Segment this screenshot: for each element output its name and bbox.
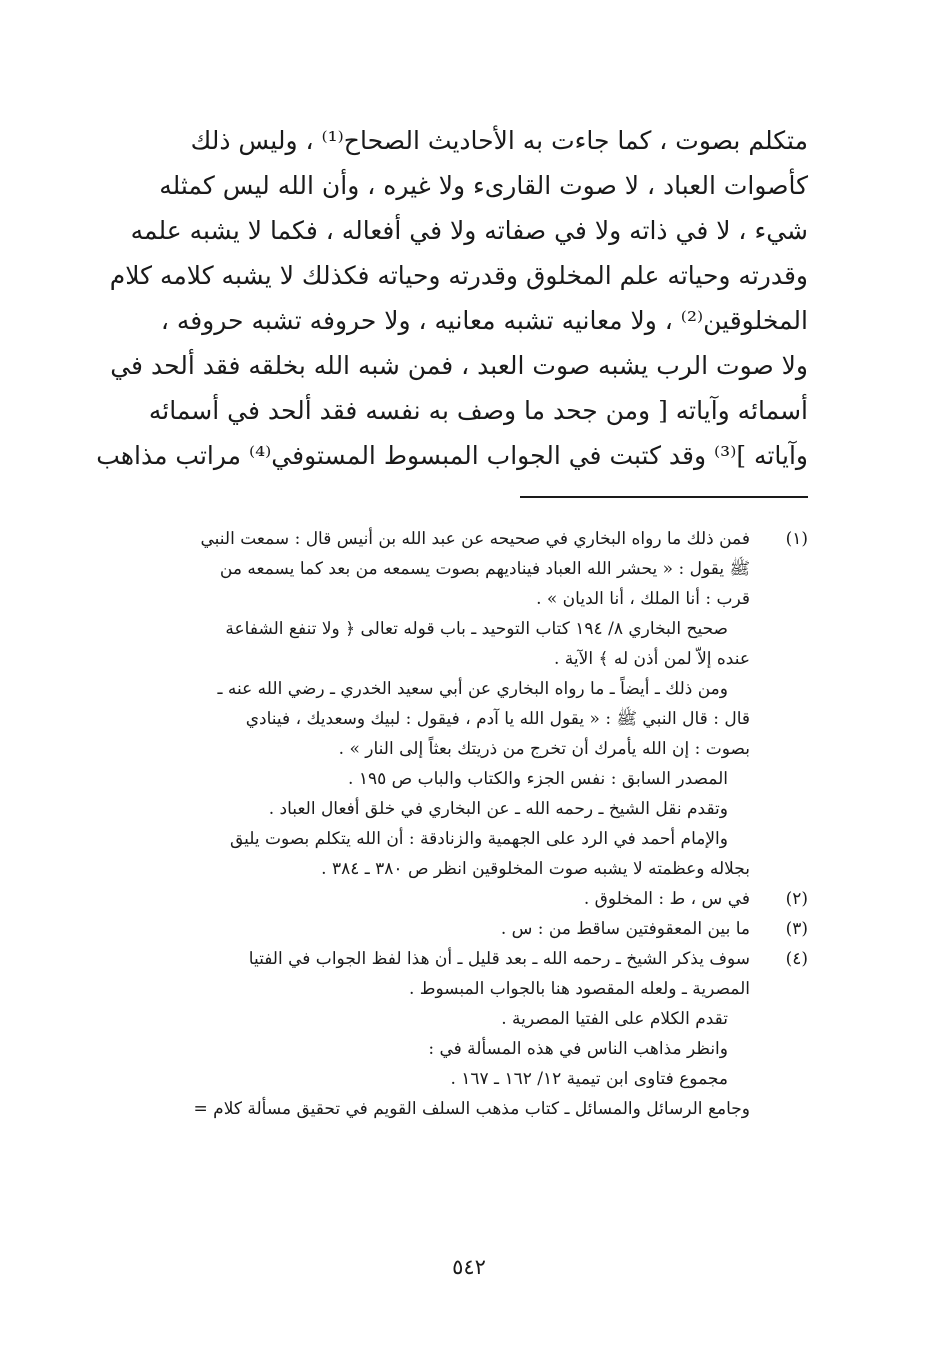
footnote-2 (90, 884, 808, 914)
footnote-number: (٢) (785, 889, 808, 909)
footnotes (90, 524, 808, 1124)
footnote-number: (٣) (785, 919, 808, 939)
footnote-line: وجامع الرسائل والمسائل ـ كتاب مذهب السلف القويم في تحقيق مسألة كلام = (193, 1099, 750, 1119)
footnote-line: المصدر السابق : نفس الجزء والكتاب والباب ص ١٩٥ . (348, 769, 728, 789)
footnote-line: المصرية ـ ولعله المقصود هنا بالجواب المبسوط . (408, 979, 750, 999)
body-line: وقدرته وحياته علم المخلوق وقدرته وحياته فكذلك لا يشبه كلامه كلام (109, 261, 808, 290)
footnote-separator (520, 496, 808, 498)
footnote-line: ومن ذلك ـ أيضاً ـ ما رواه البخاري عن أبي سعيد الخدري ـ رضي الله عنه ـ (217, 679, 728, 699)
footnote-line: ما بين المعقوفتين ساقط من : س . (500, 919, 750, 939)
body-line: متكلم بصوت ، كما جاءت به الأحاديث الصحاح⁽¹⁾ ، وليس ذلك (190, 126, 808, 155)
body-line: شيء ، لا في ذاته ولا في صفاته ولا في أفعاله ، فكما لا يشبه علمه (130, 216, 808, 245)
body-line: المخلوقين⁽²⁾ ، ولا معانيه تشبه معانيه ، ولا حروفه تشبه حروفه ، (160, 306, 808, 335)
footnote-line: ﷺ يقول : « يحشر الله العباد فيناديهم بصوت يسمعه من بعد كما يسمعه من (219, 559, 750, 579)
document-page (90, 118, 808, 1119)
footnote-line: وانظر مذاهب الناس في هذه المسألة في : (428, 1039, 728, 1059)
footnote-line: مجموع فتاوى ابن تيمية ١٢/ ١٦٢ ـ ١٦٧ . (450, 1069, 728, 1089)
footnote-line: صحيح البخاري ٨/ ١٩٤ كتاب التوحيد ـ باب قوله تعالى ﴿ ولا تنفع الشفاعة (225, 619, 728, 639)
footnote-line: سوف يذكر الشيخ ـ رحمه الله ـ بعد قليل ـ أن هذا لفظ الجواب في الفتيا (248, 949, 750, 969)
footnote-line: بجلاله وعظمته لا يشبه صوت المخلوقين انظر ص ٣٨٠ ـ ٣٨٤ . (321, 859, 750, 879)
body-line: وآياته ]⁽³⁾ وقد كتبت في الجواب المبسوط المستوفي⁽⁴⁾ مراتب مذاهب (96, 441, 808, 470)
footnote-line: قرب : أنا الملك ، أنا الديان » . (536, 589, 750, 609)
footnote-number: (١) (785, 529, 808, 549)
page-number: ٥٤٢ (452, 1255, 486, 1279)
footnote-line: تقدم الكلام على الفتيا المصرية . (501, 1009, 728, 1029)
footnote-number: (٤) (785, 949, 808, 969)
footnote-3 (90, 914, 808, 944)
body-line: ولا صوت الرب يشبه صوت العبد ، فمن شبه الله بخلقه فقد ألحد في (110, 351, 808, 380)
main-text (90, 118, 808, 478)
footnote-1 (90, 524, 808, 884)
footnote-line: في س ، ط : المخلوق . (583, 889, 750, 909)
body-line: أسمائه وآياته [ ومن جحد ما وصف به نفسه فقد ألحد في أسمائه (148, 396, 808, 425)
footnote-line: وتقدم نقل الشيخ ـ رحمه الله ـ عن البخاري في خلق أفعال العباد . (268, 799, 728, 819)
footnote-line: قال : قال النبي ﷺ : « يقول الله يا آدم ، فيقول : لبيك وسعديك ، فينادي (245, 709, 750, 729)
footnote-line: عنده إلاّ لمن أذن له ﴾ الآية . (554, 649, 750, 669)
footnote-line: والإمام أحمد في الرد على الجهمية والزنادقة : أن الله يتكلم بصوت يليق (229, 829, 728, 849)
footnote-4 (90, 944, 808, 1124)
footnote-line: فمن ذلك ما رواه البخاري في صحيحه عن عبد الله بن أنيس قال : سمعت النبي (200, 529, 750, 549)
body-line: كأصوات العباد ، لا صوت القارىء ولا غيره ، وأن الله ليس كمثله (159, 171, 808, 200)
footnote-line: بصوت : إن الله يأمرك أن تخرج من ذريتك بعثاً إلى النار » . (338, 739, 750, 759)
